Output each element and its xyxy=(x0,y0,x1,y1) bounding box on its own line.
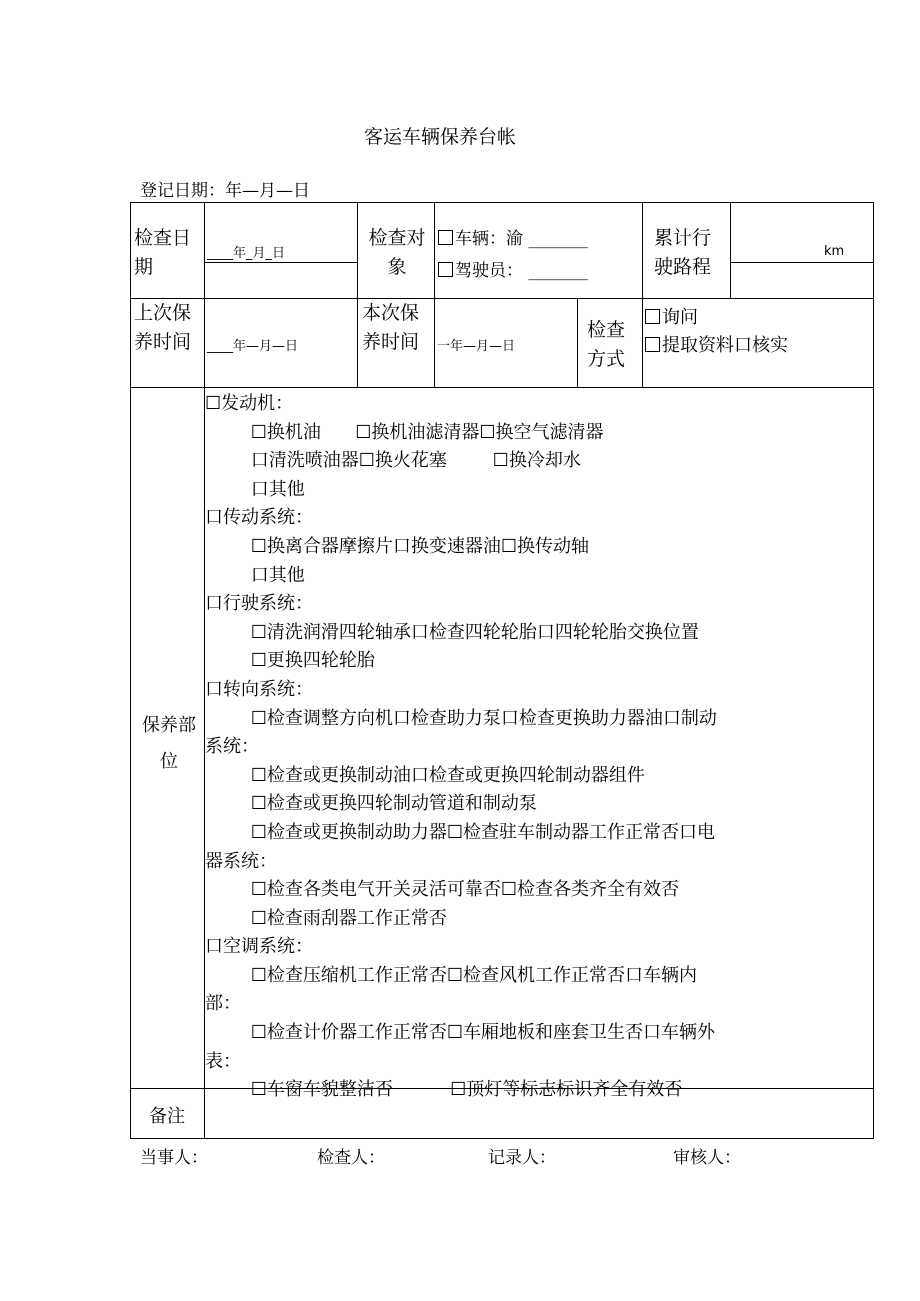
maintenance-line[interactable]: 部： xyxy=(205,993,241,1015)
maintenance-line[interactable]: 口空调系统： xyxy=(205,936,313,958)
checkbox-icon[interactable] xyxy=(645,337,660,352)
maintenance-line[interactable]: 口行驶系统： xyxy=(205,593,313,615)
this-maintenance-label: 本次保养时间 xyxy=(362,302,420,353)
checkbox-icon[interactable] xyxy=(645,309,660,324)
check-method-label: 检查方式 xyxy=(587,319,626,370)
maintenance-line[interactable]: 口清洗喷油器☐换火花塞 ☐换冷却水 xyxy=(205,450,581,472)
maintenance-line[interactable]: 器系统： xyxy=(205,850,277,872)
party-signature: 当事人： xyxy=(140,1148,208,1168)
maintenance-line[interactable]: ☐检查计价器工作正常否☐车厢地板和座套卫生否口车辆外 xyxy=(205,1022,716,1044)
check-date-label: 检查日期 xyxy=(134,227,192,278)
inspector-signature: 检查人： xyxy=(317,1148,385,1168)
maintenance-line[interactable]: 表： xyxy=(205,1050,241,1072)
maintenance-line[interactable]: ☐清洗润滑四轮轴承口检查四轮轮胎口四轮轮胎交换位置 xyxy=(205,621,699,643)
check-date-value[interactable]: ____年_月_日 xyxy=(207,246,286,261)
maintenance-line[interactable]: ☐检查各类电气开关灵活可靠否☐检查各类齐全有效否 xyxy=(205,879,680,901)
register-date: 登记日期：年—月—日 xyxy=(140,181,310,201)
recorder-signature: 记录人： xyxy=(488,1148,556,1168)
check-object-label: 检查对象 xyxy=(368,227,426,278)
last-maintenance-value[interactable]: ____年—月—日 xyxy=(207,339,299,354)
maintenance-line[interactable]: ☐换离合器摩擦片口换变速器油☐换传动轴 xyxy=(205,535,590,557)
maintenance-line[interactable]: 系统： xyxy=(205,736,259,758)
vehicle-option[interactable]: 车辆：渝 _______ xyxy=(438,224,588,249)
checkbox-icon[interactable] xyxy=(438,230,453,245)
maintenance-label: 保养部位 xyxy=(142,715,196,772)
this-maintenance-value[interactable]: 一年—月—日 xyxy=(437,339,516,354)
maintenance-line[interactable]: ☐检查雨刮器工作正常否 xyxy=(205,907,447,929)
maintenance-line[interactable]: 口其他 xyxy=(205,478,305,500)
remarks-label: 备注 xyxy=(149,1106,185,1127)
maintenance-line[interactable]: ☐检查压缩机工作正常否☐检查风机工作正常否口车辆内 xyxy=(205,964,698,986)
maintenance-line[interactable]: 口转向系统： xyxy=(205,678,313,700)
maintenance-list xyxy=(205,390,873,1101)
reviewer-signature: 审核人： xyxy=(673,1148,741,1168)
last-maintenance-label: 上次保养时间 xyxy=(134,302,192,353)
maintenance-line[interactable]: ☐检查或更换四轮制动管道和制动泵 xyxy=(205,793,537,815)
maintenance-line[interactable]: 口传动系统： xyxy=(205,507,313,529)
checkbox-icon[interactable] xyxy=(438,262,453,277)
maintenance-line[interactable]: ☐检查或更换制动油口检查或更换四轮制动器组件 xyxy=(205,764,645,786)
page-title: 客运车辆保养台帐 xyxy=(363,126,516,148)
driver-option[interactable]: 驾驶员： _______ xyxy=(438,256,588,281)
maintenance-line[interactable]: ☐检查或更换制动助力器☐检查驻车制动器工作正常否口电 xyxy=(205,821,716,843)
mileage-unit: km xyxy=(824,244,845,259)
maintenance-line[interactable]: ☐换机油 ☐换机油滤清器☐换空气滤清器 xyxy=(205,421,604,443)
method-verify-option[interactable]: 提取资料口核实 xyxy=(645,331,788,357)
maintenance-line[interactable]: ☐发动机： xyxy=(205,393,294,414)
method-inquiry-option[interactable]: 询问 xyxy=(645,303,698,329)
remarks-field[interactable] xyxy=(205,1089,873,1138)
maintenance-line[interactable]: ☐更换四轮轮胎 xyxy=(205,650,375,672)
maintenance-line[interactable]: ☐检查调整方向机口检查助力泵口检查更换助力器油口制动 xyxy=(205,707,717,729)
mileage-label: 累计行驶路程 xyxy=(654,227,712,278)
maintenance-line[interactable]: 口其他 xyxy=(205,564,305,586)
maintenance-line[interactable]: ☐车窗车貌整洁否 ☐顶灯等标志标识齐全有效否 xyxy=(205,1079,683,1101)
